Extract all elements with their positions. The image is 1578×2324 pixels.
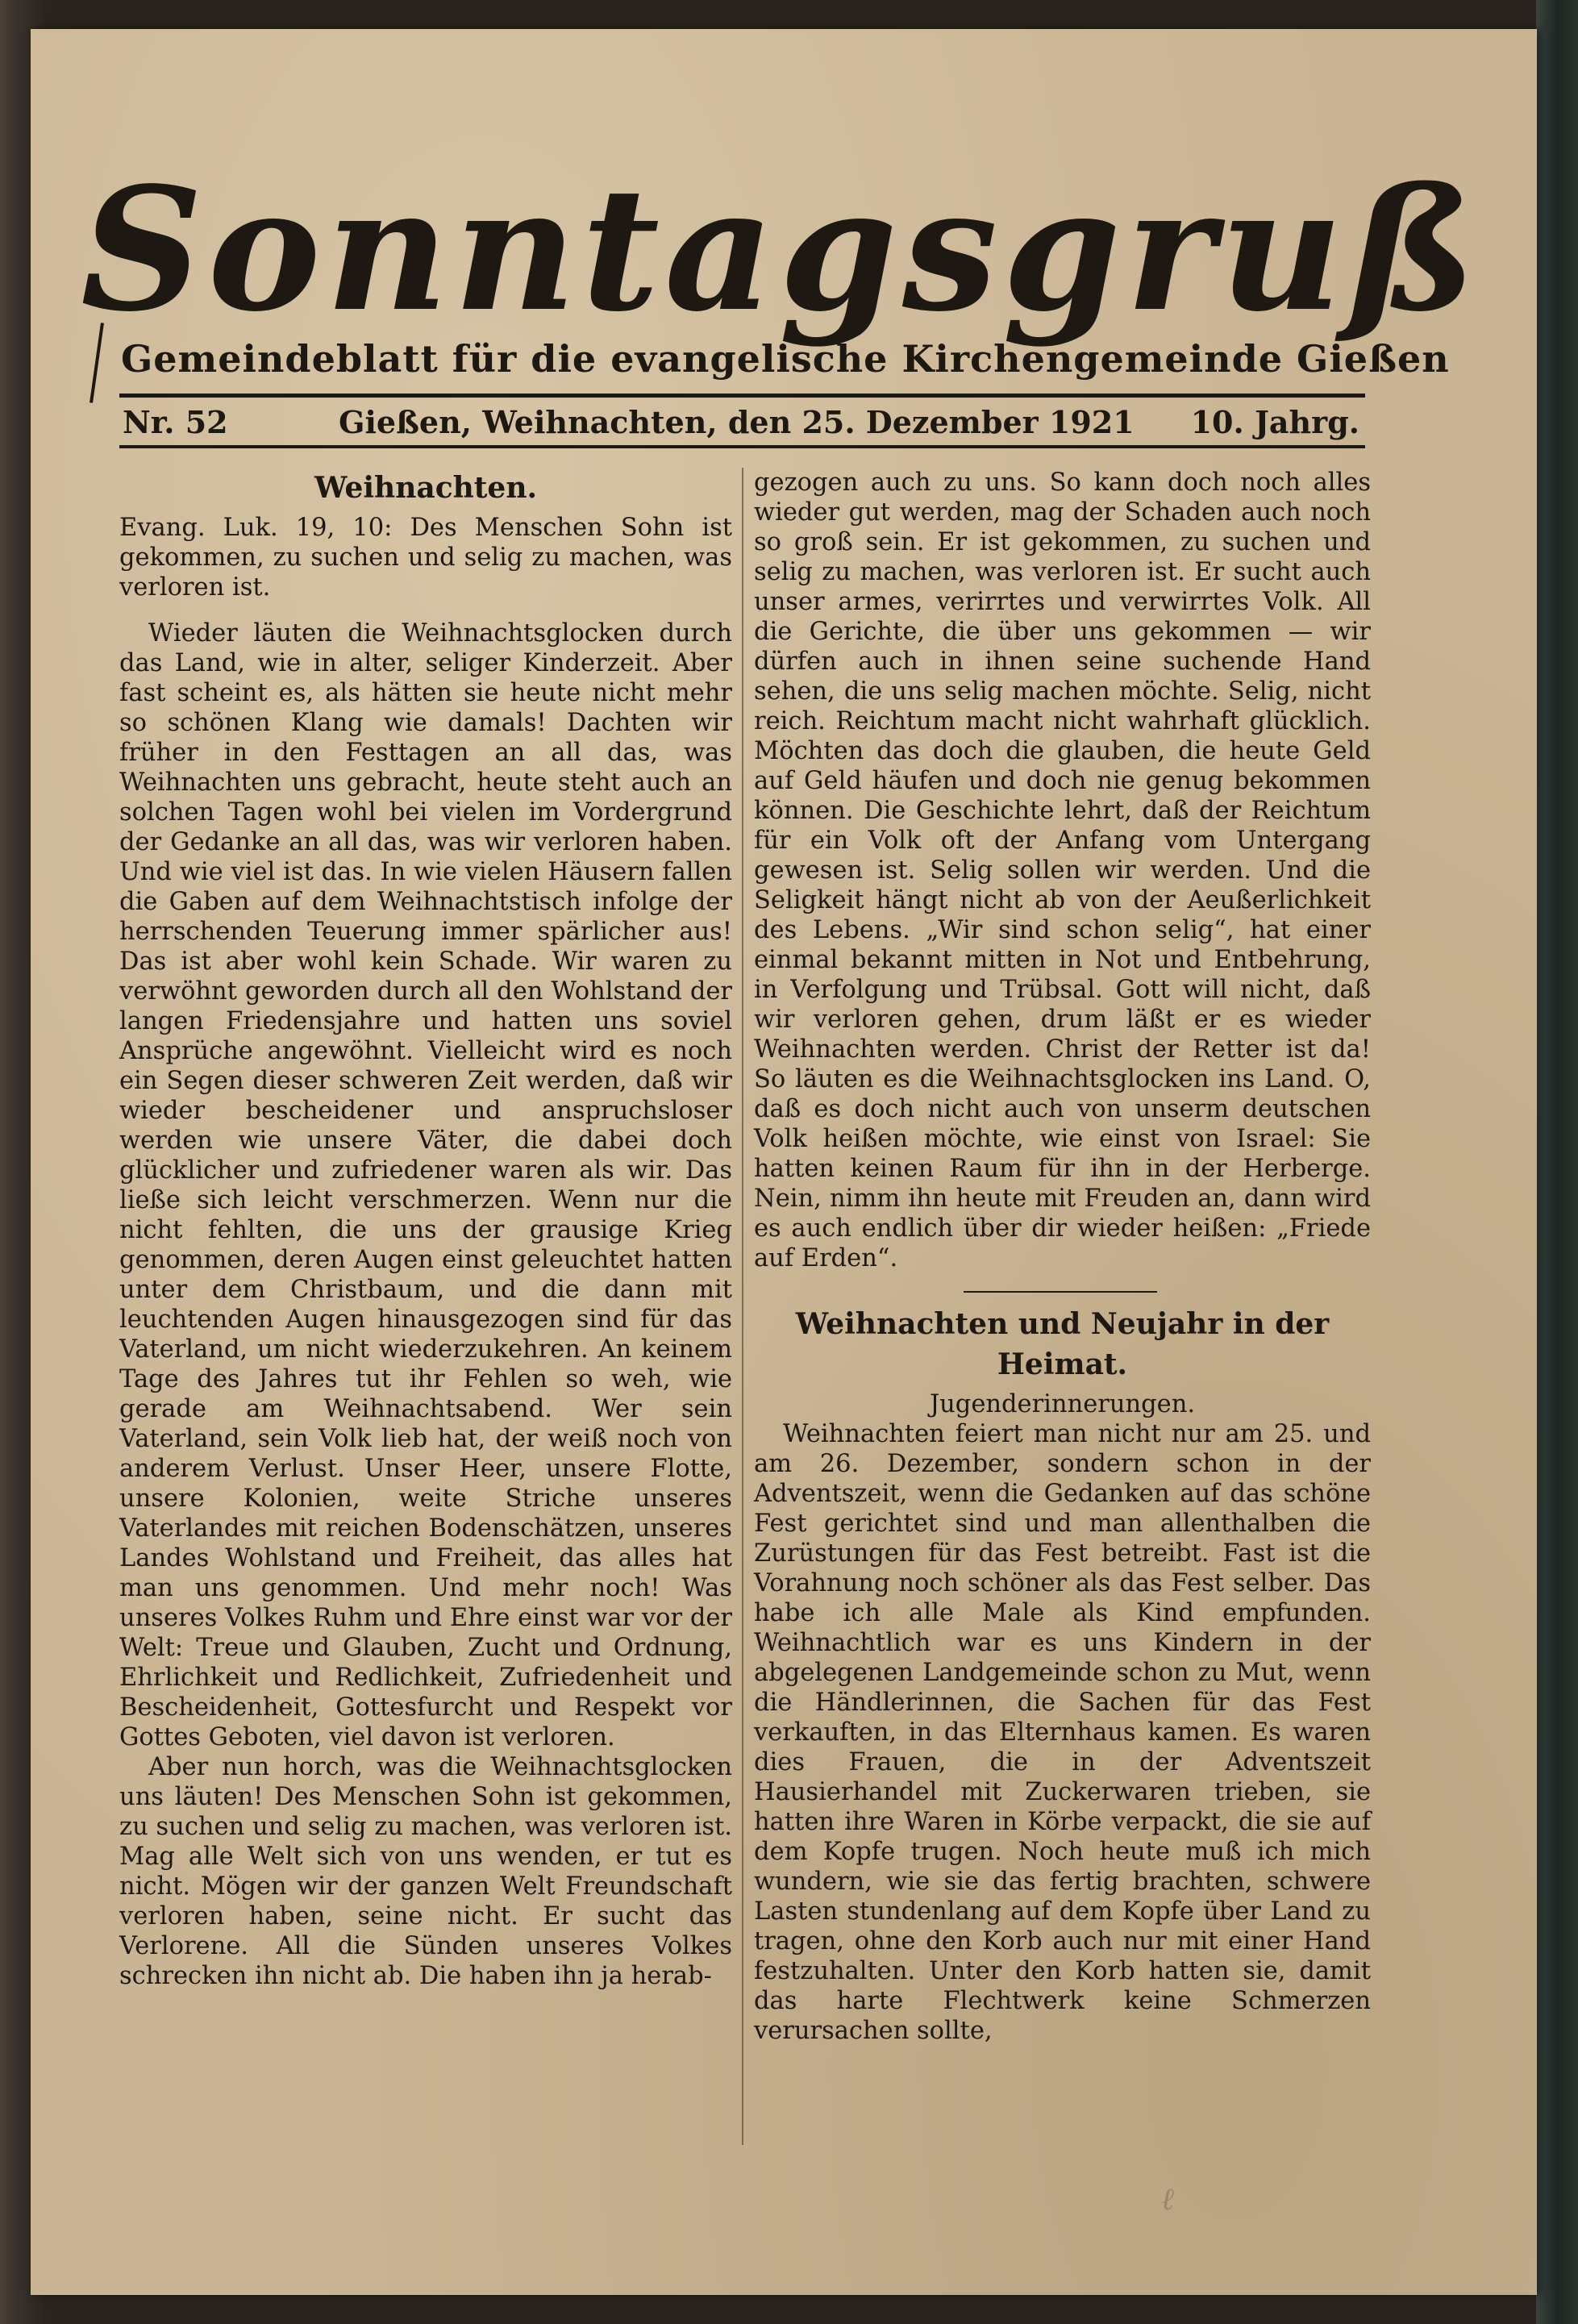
issue-number: Nr. 52 <box>123 404 228 440</box>
article1-verse: Evang. Luk. 19, 10: Des Menschen Sohn ist gekommen, zu suchen und selig zu machen, was verloren ist. <box>119 514 732 602</box>
pencil-mark: ℓ <box>1161 2181 1174 2217</box>
issue-place-date: Gießen, Weihnachten, den 25. Dezember 1921 <box>339 404 1135 440</box>
book-spine <box>1536 0 1578 2324</box>
article2-title: Weihnachten und Neujahr in der Heimat. <box>795 1307 1330 1381</box>
header-rule-bottom <box>119 445 1365 448</box>
article2-paragraph: Weihnachten feiert man nicht nur am 25. und am 26. Dezember, sondern schon in der Adventszeit, wenn die Gedanken auf das schöne Fest gerichtet sind und man allenthalben die Zurüstungen für das Fest betreibt. Fast ist die Vorahnung noch schöner als das Fest selber. Das habe ich alle Male als Kind empfunden. Weihnachtlich war es uns Kindern in der abgelegenen Landgemeinde schon zu Mut, wenn die Händlerinnen, die Sachen für das Fest verkauften, in das Elternhaus kamen. Es waren dies Frauen, die in der Adventszeit Hausierhandel mit Zuckerwaren trieben, sie hatten ihre Waren in Körbe verpackt, die sie auf dem Kopfe trugen. Noch heute muß ich mich wundern, wie sie das fertig brachten, schwere Lasten stundenlang auf dem Kopfe über Land zu tragen, ohne den Korb auch nur mit einer Hand festzuhalten. Unter den Korb hatten sie, damit das harte Flechtwerk keine Schmerzen verursachen sollte, <box>754 1420 1371 2045</box>
header-rule-top <box>119 394 1365 398</box>
issue-volume: 10. Jahrg. <box>1190 404 1359 440</box>
article1-paragraph: Wieder läuten die Weihnachtsglocken durch das Land, wie in alter, seliger Kinderzeit. Aber fast scheint es, als hätten sie heute nicht mehr so schönen Klang wie damals! Dachten wir früher in den Festtagen an all das, was Weihnachten uns gebracht, heute steht auch an solchen Tagen wohl bei vielen im Vordergrund der Gedanke an all das, was wir verloren haben. Und wie viel ist das. In wie vielen Häusern fallen die Gaben auf dem Weihnachtstisch infolge der herrschenden Teuerung immer spärlicher aus! Das ist aber wohl kein Schade. Wir waren zu verwöhnt geworden durch all den Wohlstand der langen Friedensjahre und hatten uns soviel Ansprüche angewöhnt. Vielleicht wird es noch ein Segen dieser schweren Zeit werden, daß wir wieder bescheidener und anspruchsloser werden wie unsere Väter, die dabei doch glücklicher und zufriedener waren als wir. Das ließe sich leicht verschmerzen. Wenn nur die nicht fehlten, die uns der grausige Krieg genommen, deren Augen einst geleuchtet hatten unter dem Christbaum, und die dann mit leuchtenden Augen hinausgezogen sind für das Vaterland, um nicht wiederzukehren. An keinem Tage des Jahres tut ihr Fehlen so weh, wie gerade am Weihnachtsabend. Wer sein Vaterland, sein Volk lieb hat, der weiß noch von anderem Verlust. Unser Heer, unsere Flotte, unsere Kolonien, weite Striche unseres Vaterlandes mit reichen Bodenschätzen, unseres Landes Wohlstand und Freiheit, das alles hat man uns genommen. Und mehr noch! Was unseres Volkes Ruhm und Ehre einst war vor der Welt: Treue und Glauben, Zucht und Ordnung, Ehrlichkeit und Redlichkeit, Zufriedenheit und Bescheidenheit, Gottesfurcht und Respekt vor Gottes Geboten, viel davon ist verloren. <box>119 619 732 1751</box>
issue-line <box>121 402 1363 444</box>
article2-subtitle: Jugenderinnerungen. <box>929 1390 1196 1418</box>
article-separator <box>964 1291 1157 1293</box>
column-left <box>119 468 732 2145</box>
column-right <box>754 468 1371 2145</box>
masthead-subtitle: Gemeindeblatt für die evangelische Kirchengemeinde Gießen <box>121 337 1450 381</box>
masthead-title: Sonntagsgruß <box>81 150 1481 349</box>
article1-continuation: gezogen auch zu uns. So kann doch noch alles wieder gut werden, mag der Schaden auch noch so groß sein. Er ist gekommen, zu suchen und selig zu machen, was verloren ist. Er sucht auch unser armes, verirrtes und verwirrtes Volk. All die Gerichte, die über uns gekommen — wir dürfen auch in ihnen seine suchende Hand sehen, die uns selig machen möchte. Selig, nicht reich. Reichtum macht nicht wahrhaft glücklich. Möchten das doch die glauben, die heute Geld auf Geld häufen und doch nie genug bekommen können. Die Geschichte lehrt, daß der Reichtum für ein Volk oft der Anfang vom Untergang gewesen ist. Selig sollen wir werden. Und die Seligkeit hängt nicht ab von der Aeußerlichkeit des Lebens. „Wir sind schon selig“, hat einer einmal bekannt mitten in Not und Entbehrung, in Verfolgung und Trübsal. Gott will nicht, daß wir verloren gehen, drum läßt er es wieder Weihnachten werden. Christ der Retter ist da! So läuten es die Weihnachtsglocken ins Land. O, daß es doch nicht auch von unserm deutschen Volk heißen möchte, wie einst von Israel: Sie hatten keinen Raum für ihn in der Herberge. Nein, nimm ihn heute mit Freuden an, dann wird es auch endlich über dir wieder heißen: „Friede auf Erden“. <box>754 469 1371 1272</box>
column-divider <box>742 468 743 2145</box>
article1-paragraph: Aber nun horch, was die Weihnachtsglocken uns läuten! Des Menschen Sohn ist gekommen, zu suchen und selig zu machen, was verloren ist. Mag alle Welt sich von uns wenden, er tut es nicht. Mögen wir der ganzen Welt Freundschaft verloren haben, seine nicht. Er sucht das Verlorene. All die Sünden unseres Volkes schrecken ihn nicht ab. Die haben ihn ja herab- <box>119 1753 732 1990</box>
article1-title: Weihnachten. <box>314 471 538 505</box>
